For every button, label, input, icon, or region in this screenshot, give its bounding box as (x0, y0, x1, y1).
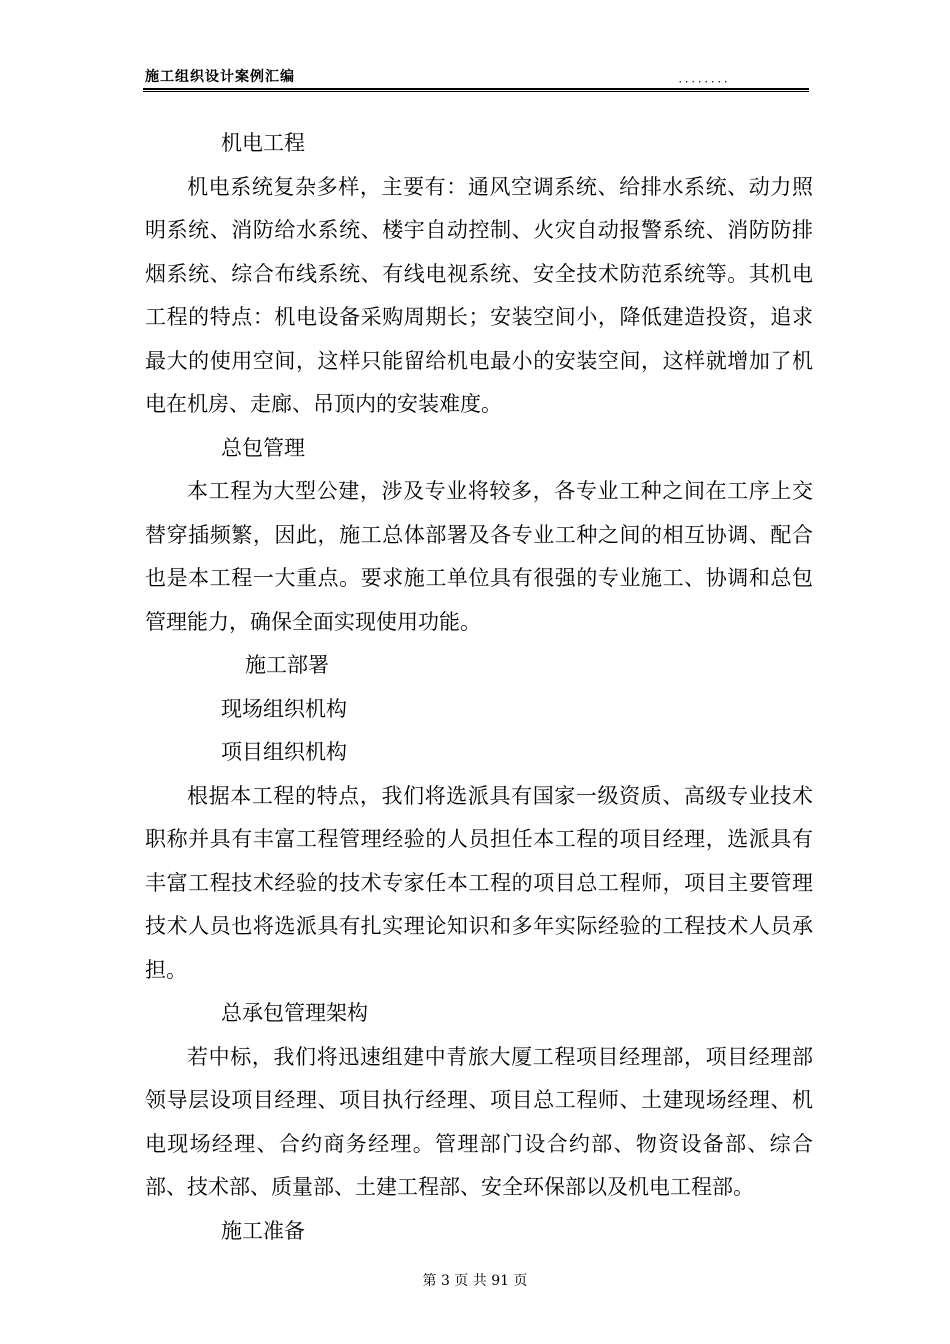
heading-construction-preparation: 施工准备 (221, 1218, 305, 1243)
paragraph-mep: 机电系统复杂多样，主要有：通风空调系统、给排水系统、动力照明系统、消防给水系统、楼宇自动控制、火灾自动报警系统、消防防排烟系统、综合布线系统、有线电视系统、安全技术防范系统等。其机电工程的特点：机电设备采购周期长；安装空间小，降低建造投资，追求最大的使用空间，这样只能留给机电最小的安装空间，这样就增加了机电在机房、走廊、吊顶内的安装难度。 (145, 174, 813, 416)
heading-deployment: 施工部署 (245, 653, 329, 677)
heading-site-organization: 现场组织机构 (221, 696, 347, 721)
header-right-text: ．．．．．．．． (678, 72, 736, 85)
paragraph-management-structure: 若中标，我们将迅速组建中青旅大厦工程项目经理部，项目经理部领导层设项目经理、项目执行经理、项目总工程师、土建现场经理、机电现场经理、合约商务经理。管理部门设合约部、物资设备部、综合部、技术部、质量部、土建工程部、安全环保部以及机电工程部。 (145, 1044, 813, 1199)
paragraph-project-organization: 根据本工程的特点，我们将选派具有国家一级资质、高级专业技术职称并具有丰富工程管理经验的人员担任本工程的项目经理，选派具有丰富工程技术经验的技术专家任本工程的项目总工程师，项目主要管理技术人员也将选派具有扎实理论知识和多年实际经验的工程技术人员承担。 (145, 783, 813, 982)
header-title: 施工组织设计案例汇编 (145, 69, 295, 85)
heading-management-structure: 总承包管理架构 (221, 1001, 368, 1025)
paragraph-general-contracting: 本工程为大型公建，涉及专业将较多，各专业工种之间在工序上交替穿插频繁，因此，施工总体部署及各专业工种之间的相互协调、配合也是本工程一大重点。要求施工单位具有很强的专业施工、协调和总包管理能力，确保全面实现使用功能。 (145, 479, 813, 634)
document-body (145, 122, 813, 1253)
header-rule-thin (143, 91, 809, 92)
heading-general-contracting: 总包管理 (221, 435, 305, 460)
header-rule-thick (143, 88, 809, 90)
page-number: 第 3 页 共 91 页 (422, 1273, 528, 1289)
heading-project-organization: 项目组织机构 (221, 740, 347, 764)
heading-mep: 机电工程 (221, 131, 305, 155)
